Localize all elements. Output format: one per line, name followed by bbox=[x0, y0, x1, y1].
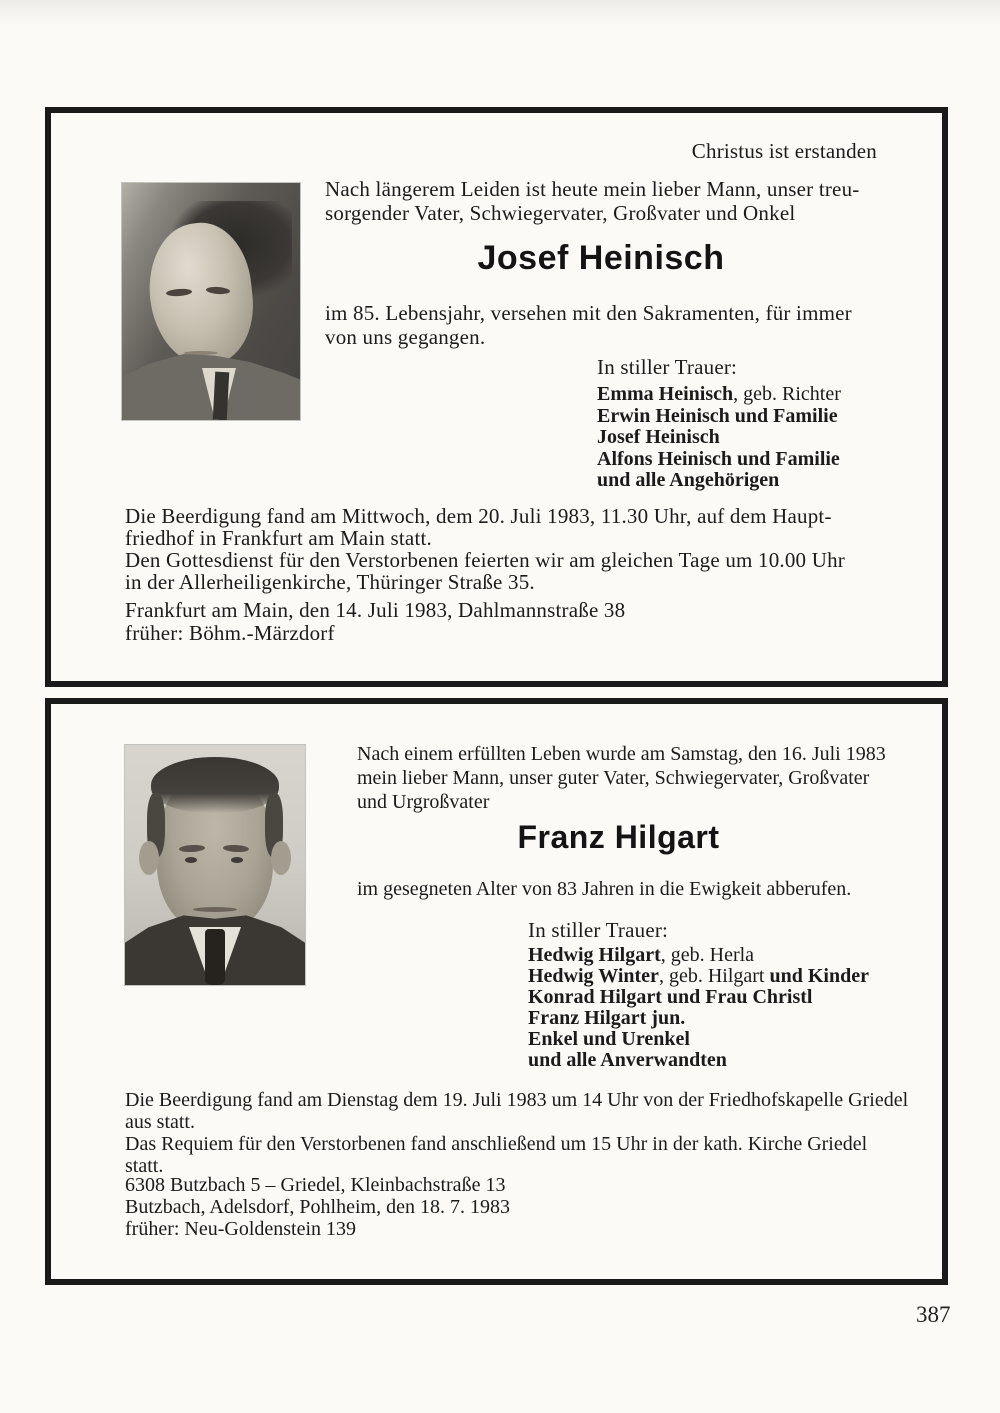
mourner-extra: und Kinder bbox=[769, 965, 869, 987]
mourner-line bbox=[528, 1050, 869, 1071]
notice-intro bbox=[325, 177, 859, 225]
funeral-line: friedhof in Frankfurt am Main statt. bbox=[125, 526, 432, 550]
closing-line: 6308 Butzbach 5 – Griedel, Kleinbachstraße 13 bbox=[125, 1174, 506, 1196]
funeral-info bbox=[125, 1089, 908, 1177]
photo-detail bbox=[185, 857, 197, 863]
intro-line: Nach einem erfüllten Leben wurde am Samstag, den 16. Juli 1983 bbox=[357, 743, 886, 765]
deceased-name: Franz Hilgart bbox=[517, 819, 720, 855]
mourning-label: In stiller Trauer: bbox=[528, 918, 669, 942]
deceased-name: Josef Heinisch bbox=[477, 239, 725, 277]
mourner-name: Franz Hilgart jun. bbox=[528, 1007, 686, 1029]
mourner-line bbox=[528, 945, 869, 966]
mourner-line bbox=[597, 470, 841, 492]
mourner-name: Josef Heinisch bbox=[597, 426, 720, 448]
mourner-line bbox=[597, 384, 841, 406]
mourner-line bbox=[528, 1008, 869, 1029]
photo-detail bbox=[139, 841, 159, 875]
mourner-line bbox=[528, 987, 869, 1008]
mourning-label: In stiller Trauer: bbox=[597, 355, 738, 379]
mourner-name: Emma Heinisch bbox=[597, 383, 734, 405]
page-number: 387 bbox=[916, 1302, 951, 1327]
scan-artifact bbox=[0, 0, 1000, 26]
funeral-line: in der Allerheiligenkirche, Thüringer Straße 35. bbox=[125, 570, 535, 594]
photo-detail bbox=[271, 841, 291, 875]
intro-line: mein lieber Mann, unser guter Vater, Schwiegervater, Großvater bbox=[357, 767, 870, 789]
notice-intro bbox=[357, 742, 886, 814]
funeral-line: aus statt. bbox=[125, 1111, 195, 1133]
details-line: von uns gegangen. bbox=[325, 325, 486, 349]
portrait-photo-josef-heinisch bbox=[122, 183, 300, 420]
intro-line: Nach längerem Leiden ist heute mein lieber Mann, unser treu- bbox=[325, 177, 860, 201]
notice-details: im gesegneten Alter von 83 Jahren in die Ewigkeit abberufen. bbox=[357, 878, 852, 900]
mourner-name: Hedwig Winter bbox=[528, 965, 659, 987]
mourner-suffix: , geb. Richter bbox=[733, 383, 841, 405]
closing-line: früher: Böhm.-Märzdorf bbox=[125, 621, 335, 645]
mourner-name: Alfons Heinisch und Familie bbox=[597, 447, 840, 470]
mourner-line bbox=[528, 966, 869, 987]
details-line: im 85. Lebensjahr, versehen mit den Sakramenten, für immer bbox=[325, 301, 852, 325]
mourner-line bbox=[597, 406, 841, 428]
intro-line: sorgender Vater, Schwiegervater, Großvater und Onkel bbox=[325, 201, 796, 225]
mourner-list bbox=[528, 945, 869, 1071]
mourner-name: Hedwig Hilgart bbox=[528, 944, 661, 966]
mourner-name: und alle Angehörigen bbox=[597, 469, 780, 491]
mourner-name: und alle Anverwandten bbox=[528, 1049, 727, 1071]
motto-text: Christus ist erstanden bbox=[691, 139, 877, 163]
funeral-info bbox=[125, 505, 845, 593]
photo-detail bbox=[193, 907, 237, 912]
intro-line: und Urgroßvater bbox=[357, 791, 490, 813]
mourner-line bbox=[597, 427, 841, 449]
mourner-suffix: , geb. Herla bbox=[660, 944, 755, 966]
funeral-line: statt. bbox=[125, 1155, 164, 1177]
portrait-photo-franz-hilgart bbox=[125, 745, 305, 985]
photo-hair bbox=[151, 757, 279, 813]
funeral-line: Den Gottesdienst für den Verstorbenen feierten wir am gleichen Tage um 10.00 Uhr bbox=[125, 548, 845, 572]
mourner-name: Erwin Heinisch und Familie bbox=[597, 404, 838, 427]
mourner-suffix: , geb. Hilgart bbox=[658, 965, 770, 987]
notice-details bbox=[325, 301, 852, 349]
photo-tie bbox=[213, 372, 229, 420]
mourner-name: Enkel und Urenkel bbox=[528, 1028, 690, 1050]
mourner-list bbox=[597, 384, 841, 492]
closing-line: Butzbach, Adelsdorf, Pohlheim, den 18. 7. 1983 bbox=[125, 1196, 510, 1218]
closing-info bbox=[125, 599, 625, 645]
photo-detail bbox=[231, 857, 243, 863]
mourner-line bbox=[597, 449, 841, 471]
funeral-line: Die Beerdigung fand am Dienstag dem 19. Juli 1983 um 14 Uhr von der Friedhofskapelle Griedel bbox=[125, 1089, 909, 1111]
closing-line: Frankfurt am Main, den 14. Juli 1983, Dahlmannstraße 38 bbox=[125, 598, 626, 622]
photo-tie bbox=[205, 929, 225, 985]
closing-info bbox=[125, 1174, 510, 1240]
mourner-name: Konrad Hilgart und Frau Christl bbox=[528, 986, 813, 1008]
mourner-line bbox=[528, 1029, 869, 1050]
funeral-line: Die Beerdigung fand am Mittwoch, dem 20. Juli 1983, 11.30 Uhr, auf dem Haupt- bbox=[125, 504, 832, 528]
closing-line: früher: Neu-Goldenstein 139 bbox=[125, 1218, 357, 1240]
funeral-line: Das Requiem für den Verstorbenen fand anschließend um 15 Uhr in der kath. Kirche Griedel bbox=[125, 1133, 868, 1155]
